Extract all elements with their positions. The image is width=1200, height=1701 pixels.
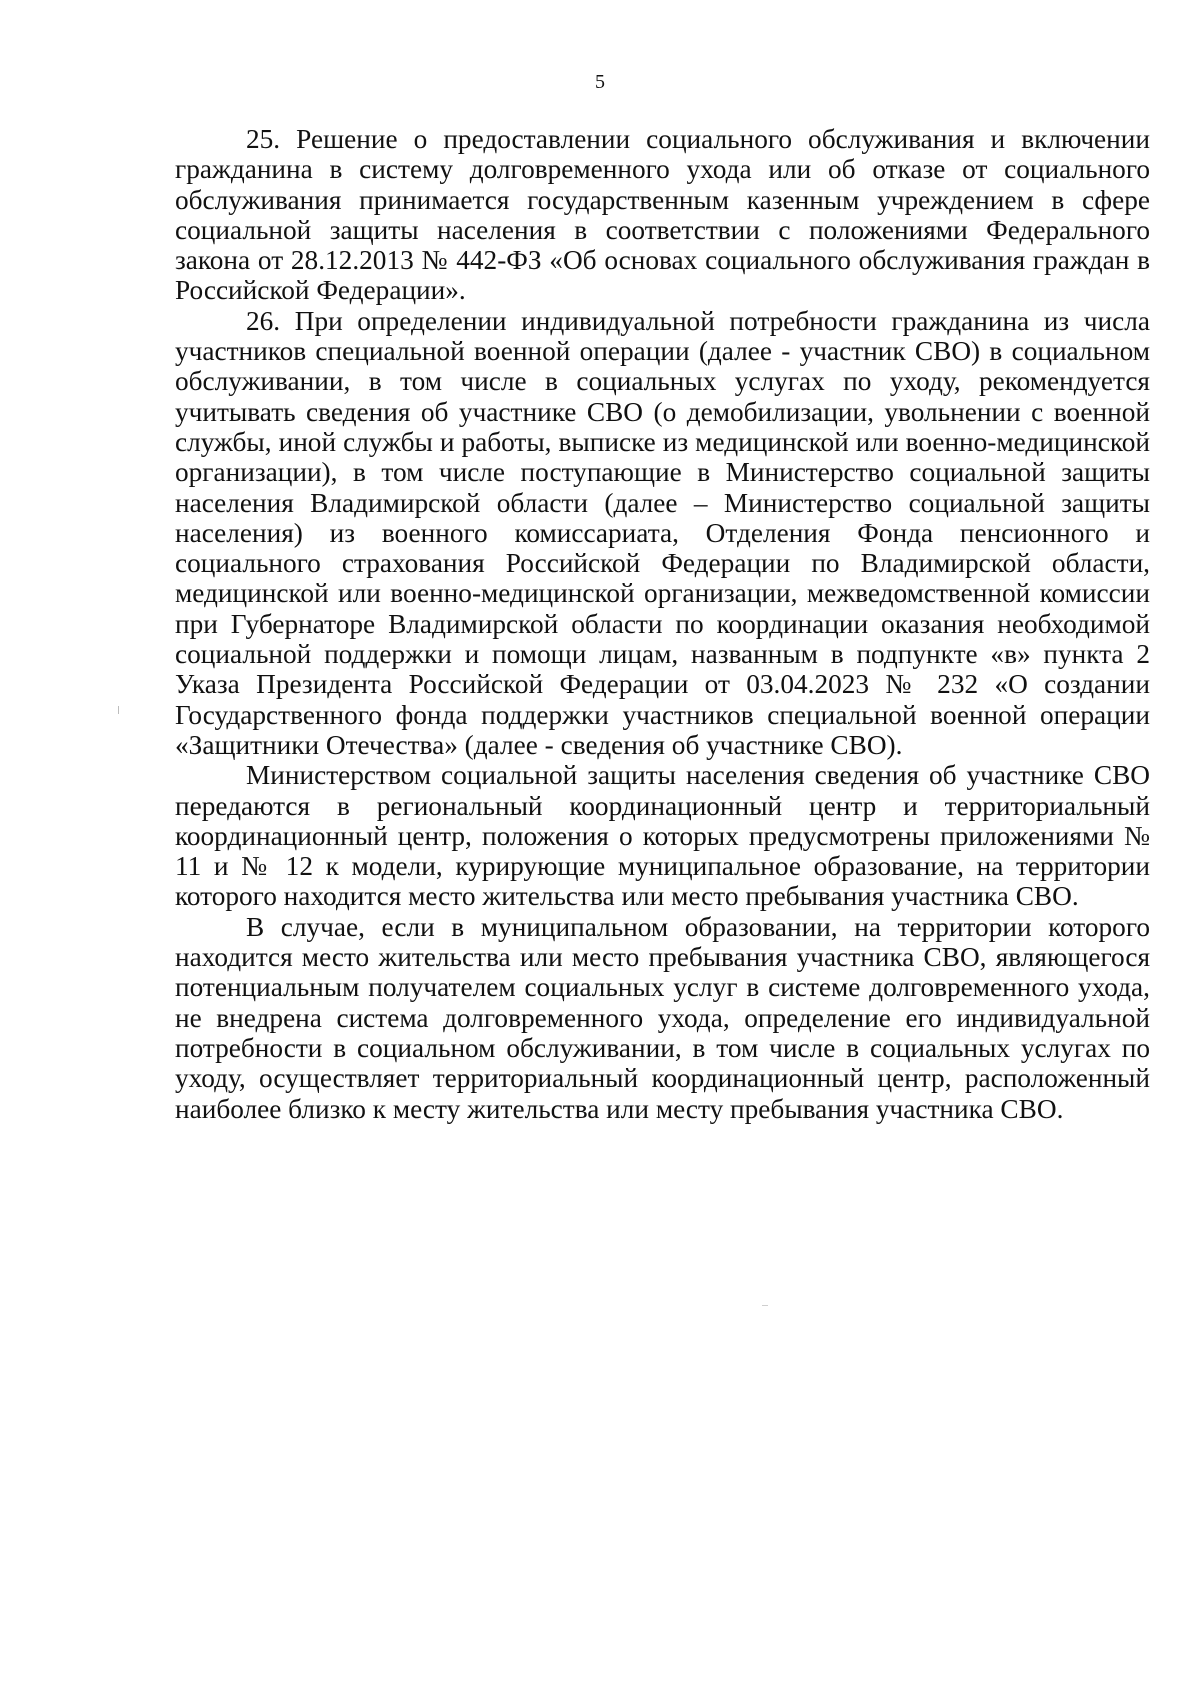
page-number: 5 <box>595 71 605 93</box>
scan-margin-mark <box>118 706 122 714</box>
scan-artifact <box>762 1305 768 1306</box>
paragraph-no-ltc-system: В случае, если в муниципальном образовании, на территории которого находится место жительства или место пребывания участника СВО, являющегося потенциальным получателем социальных услуг в системе долговременного ухода, не внедрена система долговременного ухода, определение его индивидуальной потребности в социальном обслуживании, в том числе в социальных услугах по уходу, осуществляет территориальный координационный центр, расположенный наиболее близко к месту жительства или месту пребывания участника СВО. <box>175 911 1150 1124</box>
paragraph-ministry-transfer: Министерством социальной защиты населения сведения об участнике СВО передаются в региональный координационный центр и территориальный координационный центр, положения о которых предусмотрены приложениями № 11 и № 12 к модели, курирующие муниципальное образование, на территории которого находится место жительства или место пребывания участника СВО. <box>175 760 1150 912</box>
document-body <box>175 124 1150 1124</box>
paragraph-26: 26. При определении индивидуальной потребности гражданина из числа участников специальной военной операции (далее - участник СВО) в социальном обслуживании, в том числе в социальных услугах по уходу, рекомендуется учитывать сведения об участнике СВО (о демобилизации, увольнении с военной службы, иной службы и работы, выписке из медицинской или военно-медицинской организации), в том числе поступающие в Министерство социальной защиты населения Владимирской области (далее – Министерство социальной защиты населения) из военного комиссариата, Отделения Фонда пенсионного и социального страхования Российской Федерации по Владимирской области, медицинской или военно-медицинской организации, межведомственной комиссии при Губернаторе Владимирской области по координации оказания необходимой социальной поддержки и помощи лицам, названным в подпункте «в» пункта 2 Указа Президента Российской Федерации от 03.04.2023 № 232 «О создании Государственного фонда поддержки участников специальной военной операции «Защитники Отечества» (далее - сведения об участнике СВО). <box>175 305 1150 760</box>
paragraph-25: 25. Решение о предоставлении социального обслуживания и включении гражданина в систему долговременного ухода или об отказе от социального обслуживания принимается государственным казенным учреждением в сфере социальной защиты населения в соответствии с положениями Федерального закона от 28.12.2013 № 442-ФЗ «Об основах социального обслуживания граждан в Российской Федерации». <box>175 124 1150 306</box>
